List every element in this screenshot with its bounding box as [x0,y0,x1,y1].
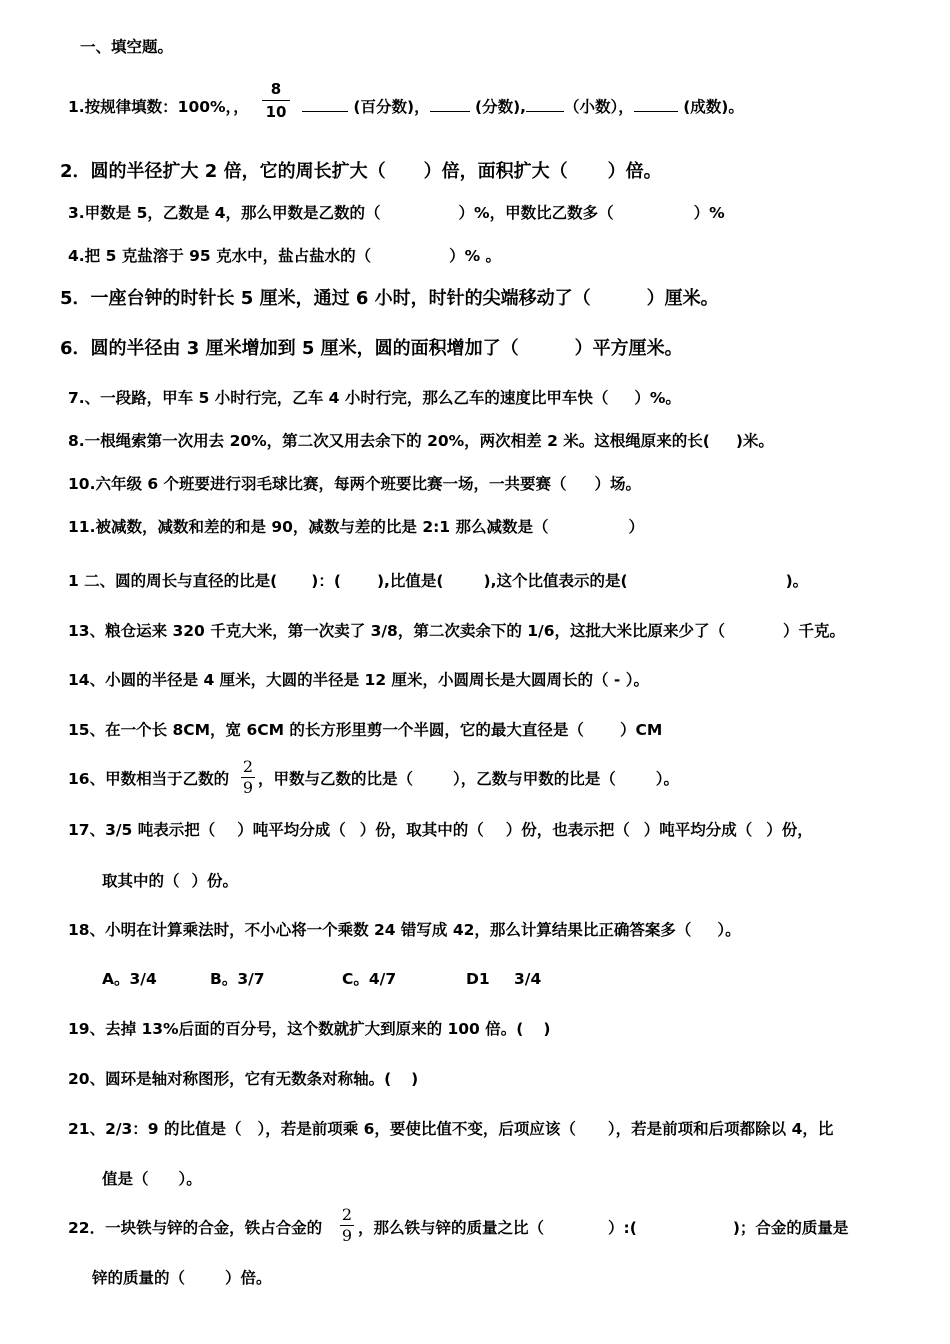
q22-text-d: )；合金的质量是 [732,1219,849,1237]
question-3 [68,203,725,223]
question-16-part-b [258,769,679,789]
q18-option-a[interactable]: A。3/4 [102,970,157,988]
q1-blank3-label: （小数）， [564,98,634,116]
q12-text-b: )：( [311,572,341,590]
question-17-line-2 [102,871,238,891]
q1-prefix: 1.按规律填数：100%，， [68,98,249,116]
q18-option-d[interactable]: D1 [466,970,490,988]
q1-blank-2[interactable] [430,97,470,112]
q1-fraction-denominator: 10 [265,103,287,121]
q16-fraction [241,758,255,797]
question-22-part-b [358,1218,848,1238]
q18-text-a: 18、小明在计算乘法时，不小心将一个乘数 24 错写成 42，那么计算结果比正确答案多（ [68,921,692,939]
q2-text-a: 2．圆的半径扩大 2 倍，它的周长扩大（ [60,161,386,182]
q12-text-a: 1 二、圆的周长与直径的比是( [68,572,278,590]
q8-text-a: 8.一根绳索第一次用去 20%，第二次又用去余下的 20%，两次相差 2 米。这根绳原来的长( [68,432,710,450]
q16-fraction-denominator: 9 [242,778,254,797]
q13-text-b: ）千克。 [782,622,845,640]
q1-blank-3[interactable] [526,97,564,112]
q18-option-d-value: 3/4 [514,970,542,988]
q16-text-b: ，甲数与乙数的比是（ [258,770,414,788]
q18-option-c[interactable]: C。4/7 [342,970,397,988]
question-14 [68,670,649,690]
q17-text-5: ）吨平均分成（ [643,821,753,839]
question-15 [68,720,662,740]
q21-text-5: ）。 [178,1170,202,1188]
q5-text-a: 5．一座台钟的时针长 5 厘米，通过 6 小时，时针的尖端移动了（ [60,288,591,309]
q17-text-2: ）吨平均分成（ [237,821,346,839]
q22-fraction-numerator: 2 [341,1205,353,1224]
q22-fraction-denominator: 9 [341,1226,353,1245]
q2-text-b: ）倍，面积扩大（ [423,161,568,182]
q19-text-b: ) [543,1020,551,1038]
q22-text-c: ）:( [608,1219,637,1237]
q1-blank2-label: (分数), [474,98,527,116]
q8-text-b: )米。 [735,432,774,450]
q1-blank1-label: (百分数)， [353,98,430,116]
q20-text-a: 20、圆环是轴对称图形，它有无数条对称轴。( [68,1070,392,1088]
q1-blank4-label: (成数)。 [683,98,744,116]
q14-text-a: 14、小圆的半径是 4 厘米，大圆的半径是 12 厘米，小圆周长是大圆周长的（ - ）。 [68,671,649,689]
q12-text-c: ),比值是( [376,572,444,590]
q4-text-a: 4.把 5 克盐溶于 95 克水中，盐占盐水的（ [68,247,372,265]
q3-text-c: ）% [693,204,725,222]
q22-text-e: 锌的质量的（ [92,1269,186,1287]
question-1 [68,97,249,117]
q16-text-a: 16、甲数相当于乙数的 [68,770,230,788]
question-22-part-a [68,1218,322,1238]
q22-text-f: ）倍。 [225,1269,272,1287]
q1-fraction-numerator: 8 [270,80,282,98]
question-21-line-2 [102,1169,202,1189]
q21-text-4: 值是（ [102,1170,149,1188]
question-5 [60,287,719,311]
question-16-part-a [68,769,229,789]
question-6 [60,337,683,361]
question-8 [68,431,774,451]
q22-text-b: ，那么铁与锌的质量之比（ [358,1219,545,1237]
question-4 [68,246,501,266]
question-21-line-1 [68,1119,833,1139]
q22-text-a: 22．一块铁与锌的合金，铁占合金的 [68,1219,323,1237]
q3-text-b: ）%，甲数比乙数多（ [458,204,614,222]
q21-text-2: ），若是前项乘 6，要使比值不变，后项应该（ [257,1120,576,1138]
q17-text-8: ）份。 [191,872,239,890]
q21-text-1: 21、2/3：9 的比值是（ [68,1120,242,1138]
q6-text-a: 6．圆的半径由 3 厘米增加到 5 厘米，圆的面积增加了（ [60,338,519,359]
q3-text-a: 3.甲数是 5，乙数是 4，那么甲数是乙数的（ [68,204,381,222]
question-10 [68,474,641,494]
question-22-line-2 [92,1268,272,1288]
q6-text-b: ）平方厘米。 [574,338,683,359]
q5-text-b: ）厘米。 [646,288,719,309]
question-17-line-1 [68,820,813,840]
q17-text-6: ）份， [766,821,813,839]
q1-blank-1[interactable] [302,97,348,112]
q1-fraction [262,79,290,122]
q12-text-d: ),这个比值表示的是( [483,572,628,590]
q7-text-b: ）%。 [634,389,681,407]
question-11 [68,517,644,537]
q12-text-e: )。 [785,572,809,590]
section-title: 一、填空题。 [80,38,174,56]
question-13 [68,621,845,641]
q10-text-a: 10.六年级 6 个班要进行羽毛球比赛，每两个班要比赛一场，一共要赛（ [68,475,567,493]
q15-text-a: 15、在一个长 8CM，宽 6CM 的长方形里剪一个半圆，它的最大直径是（ [68,721,584,739]
q17-text-3: ）份，取其中的（ [359,821,484,839]
q18-option-b[interactable]: B。3/7 [210,970,265,988]
q10-text-b: ）场。 [594,475,642,493]
q21-text-3: ），若是前项和后项都除以 4，比 [607,1120,834,1138]
question-1-blanks [302,97,744,117]
question-2 [60,160,662,184]
q19-text-a: 19、去掉 13%后面的百分号，这个数就扩大到原来的 100 倍。( [68,1020,524,1038]
q22-fraction [340,1206,354,1245]
question-20 [68,1069,418,1089]
q7-text-a: 7.、一段路，甲车 5 小时行完，乙车 4 小时行完，那么乙车的速度比甲车快（ [68,389,609,407]
q11-text-b: ） [628,518,645,536]
q2-text-c: ）倍。 [607,161,662,182]
q16-text-c: ），乙数与甲数的比是（ [453,770,616,788]
q1-blank-4[interactable] [634,97,678,112]
q17-text-7: 取其中的（ [102,872,180,890]
q15-text-b: ）CM [619,721,663,739]
q4-text-b: ）% 。 [449,247,502,265]
q16-text-d: ）。 [655,770,680,788]
q16-fraction-numerator: 2 [242,757,254,776]
q18-text-b: ）。 [717,921,741,939]
question-12 [68,571,808,591]
question-19 [68,1019,550,1039]
question-18 [68,920,741,940]
q20-text-b: ) [411,1070,419,1088]
q17-text-1: 17、3/5 吨表示把（ [68,821,216,839]
q17-text-4: ）份，也表示把（ [505,821,630,839]
q13-text-a: 13、粮仓运来 320 千克大米，第一次卖了 3/8，第二次卖余下的 1/6，这批大米比原来少了（ [68,622,725,640]
q11-text-a: 11.被减数，减数和差的和是 90，减数与差的比是 2:1 那么减数是（ [68,518,549,536]
question-7 [68,388,681,408]
